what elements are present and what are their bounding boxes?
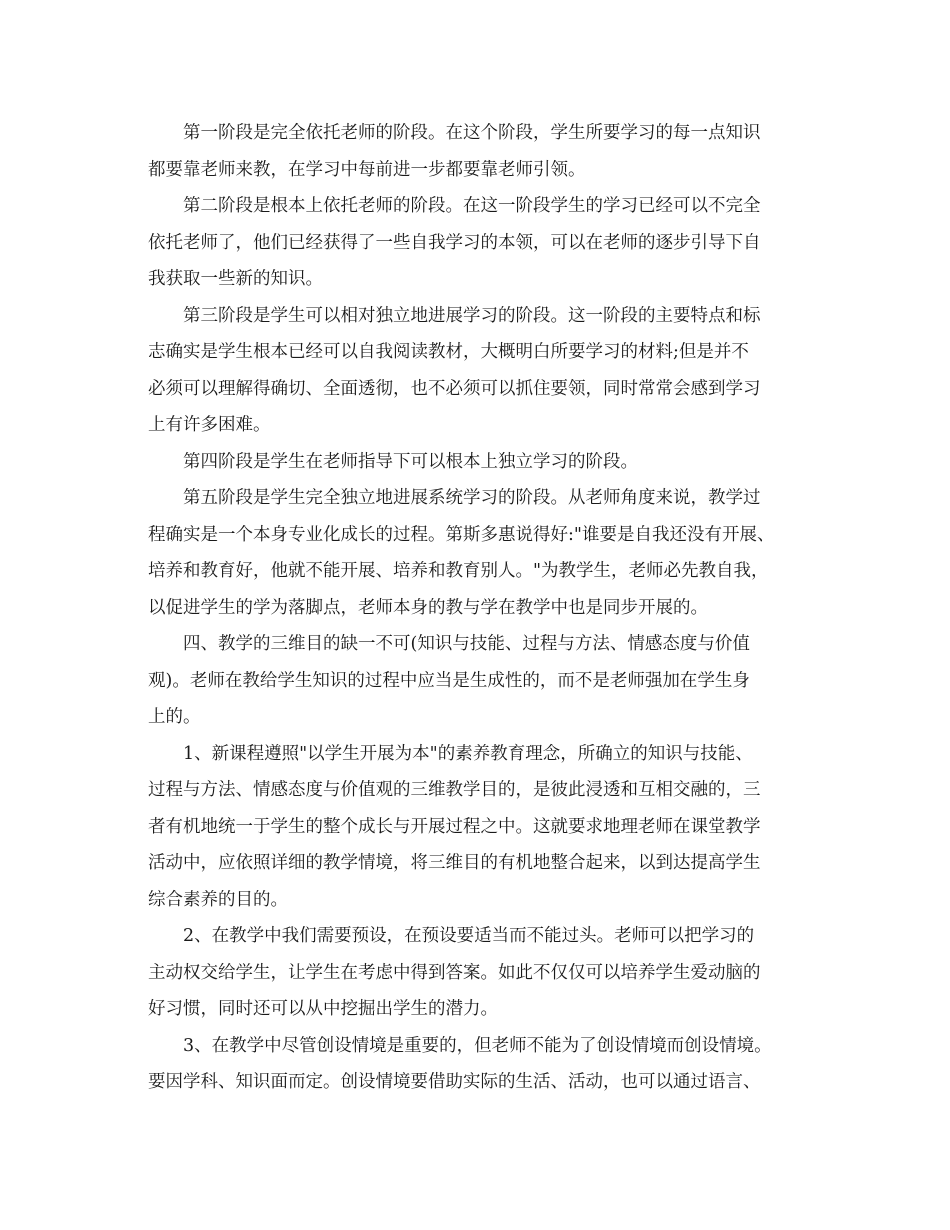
text-line: 要因学科、知识面而定。创设情境要借助实际的生活、活动，也可以通过语言、 — [148, 1072, 761, 1092]
text-line: 我获取一些新的知识。 — [148, 269, 323, 289]
paragraph-section-four — [148, 626, 808, 736]
text-line: 第三阶段是学生可以相对独立地进展学习的阶段。这一阶段的主要特点和标 — [183, 305, 761, 326]
text-line: 主动权交给学生，让学生在考虑中得到答案。如此不仅仅可以培养学生爱动脑的 — [148, 962, 761, 983]
paragraph-stage-three — [148, 298, 808, 444]
paragraph-item-two — [148, 918, 808, 1028]
text-line: 活动中，应依照详细的教学情境，将三维目的有机地整合起来，以到达提高学生 — [148, 853, 761, 873]
text-line: 者有机地统一于学生的整个成长与开展过程之中。这就要求地理老师在课堂教学 — [148, 816, 761, 837]
text-line: 四、教学的三维目的缺一不可(知识与技能、过程与方法、情感态度与价值 — [183, 634, 750, 654]
paragraph-stage-two — [148, 188, 808, 298]
text-line: 3、在教学中尽管创设情境是重要的，但老师不能为了创设情境而创设情境。 — [183, 1035, 772, 1056]
text-line: 第二阶段是根本上依托老师的阶段。在这一阶段学生的学习已经可以不完全 — [183, 196, 761, 216]
paragraph-stage-five — [148, 480, 808, 626]
paragraph-item-three — [148, 1028, 808, 1101]
text-line: 2、在教学中我们需要预设，在预设要适当而不能过头。老师可以把学习的 — [183, 926, 755, 946]
text-line: 依托老师了，他们已经获得了一些自我学习的本领，可以在老师的逐步引导下自 — [148, 232, 761, 253]
text-line: 都要靠老师来教，在学习中每前进一步都要靠老师引领。 — [148, 159, 586, 180]
text-line: 第四阶段是学生在老师指导下可以根本上独立学习的阶段。 — [183, 451, 638, 472]
paragraph-stage-four — [148, 444, 808, 481]
text-line: 培养和教育好，他就不能开展、培养和教育别人。"为教学生，老师必先教自我， — [148, 561, 769, 581]
paragraph-item-one — [148, 736, 808, 919]
text-line: 上的。 — [148, 707, 201, 727]
text-line: 第五阶段是学生完全独立地进展系统学习的阶段。从老师角度来说，教学过 — [183, 488, 761, 508]
text-line: 综合素养的目的。 — [148, 889, 288, 910]
text-line: 志确实是学生根本已经可以自我阅读教材，大概明白所要学习的材料;但是并不 — [148, 342, 749, 362]
document-body — [148, 115, 808, 1101]
text-line: 程确实是一个本身专业化成长的过程。第斯多惠说得好:"谁要是自我还没有开展、 — [148, 524, 775, 545]
text-line: 必须可以理解得确切、全面透彻，也不必须可以抓住要领，同时常常会感到学习 — [148, 378, 761, 399]
paragraph-stage-one — [148, 115, 808, 188]
text-line: 过程与方法、情感态度与价值观的三维教学目的，是彼此浸透和互相交融的，三 — [148, 780, 761, 800]
text-line: 第一阶段是完全依托老师的阶段。在这个阶段，学生所要学习的每一点知识 — [183, 123, 761, 143]
text-line: 观)。老师在教给学生知识的过程中应当是生成性的，而不是老师强加在学生身 — [148, 670, 750, 691]
text-line: 上有许多困难。 — [148, 415, 271, 435]
text-line: 好习惯，同时还可以从中挖掘出学生的潜力。 — [148, 999, 498, 1019]
text-line: 1、新课程遵照"以学生开展为本"的素养教育理念，所确立的知识与技能、 — [183, 743, 753, 764]
text-line: 以促进学生的学为落脚点，老师本身的教与学在教学中也是同步开展的。 — [148, 597, 708, 618]
